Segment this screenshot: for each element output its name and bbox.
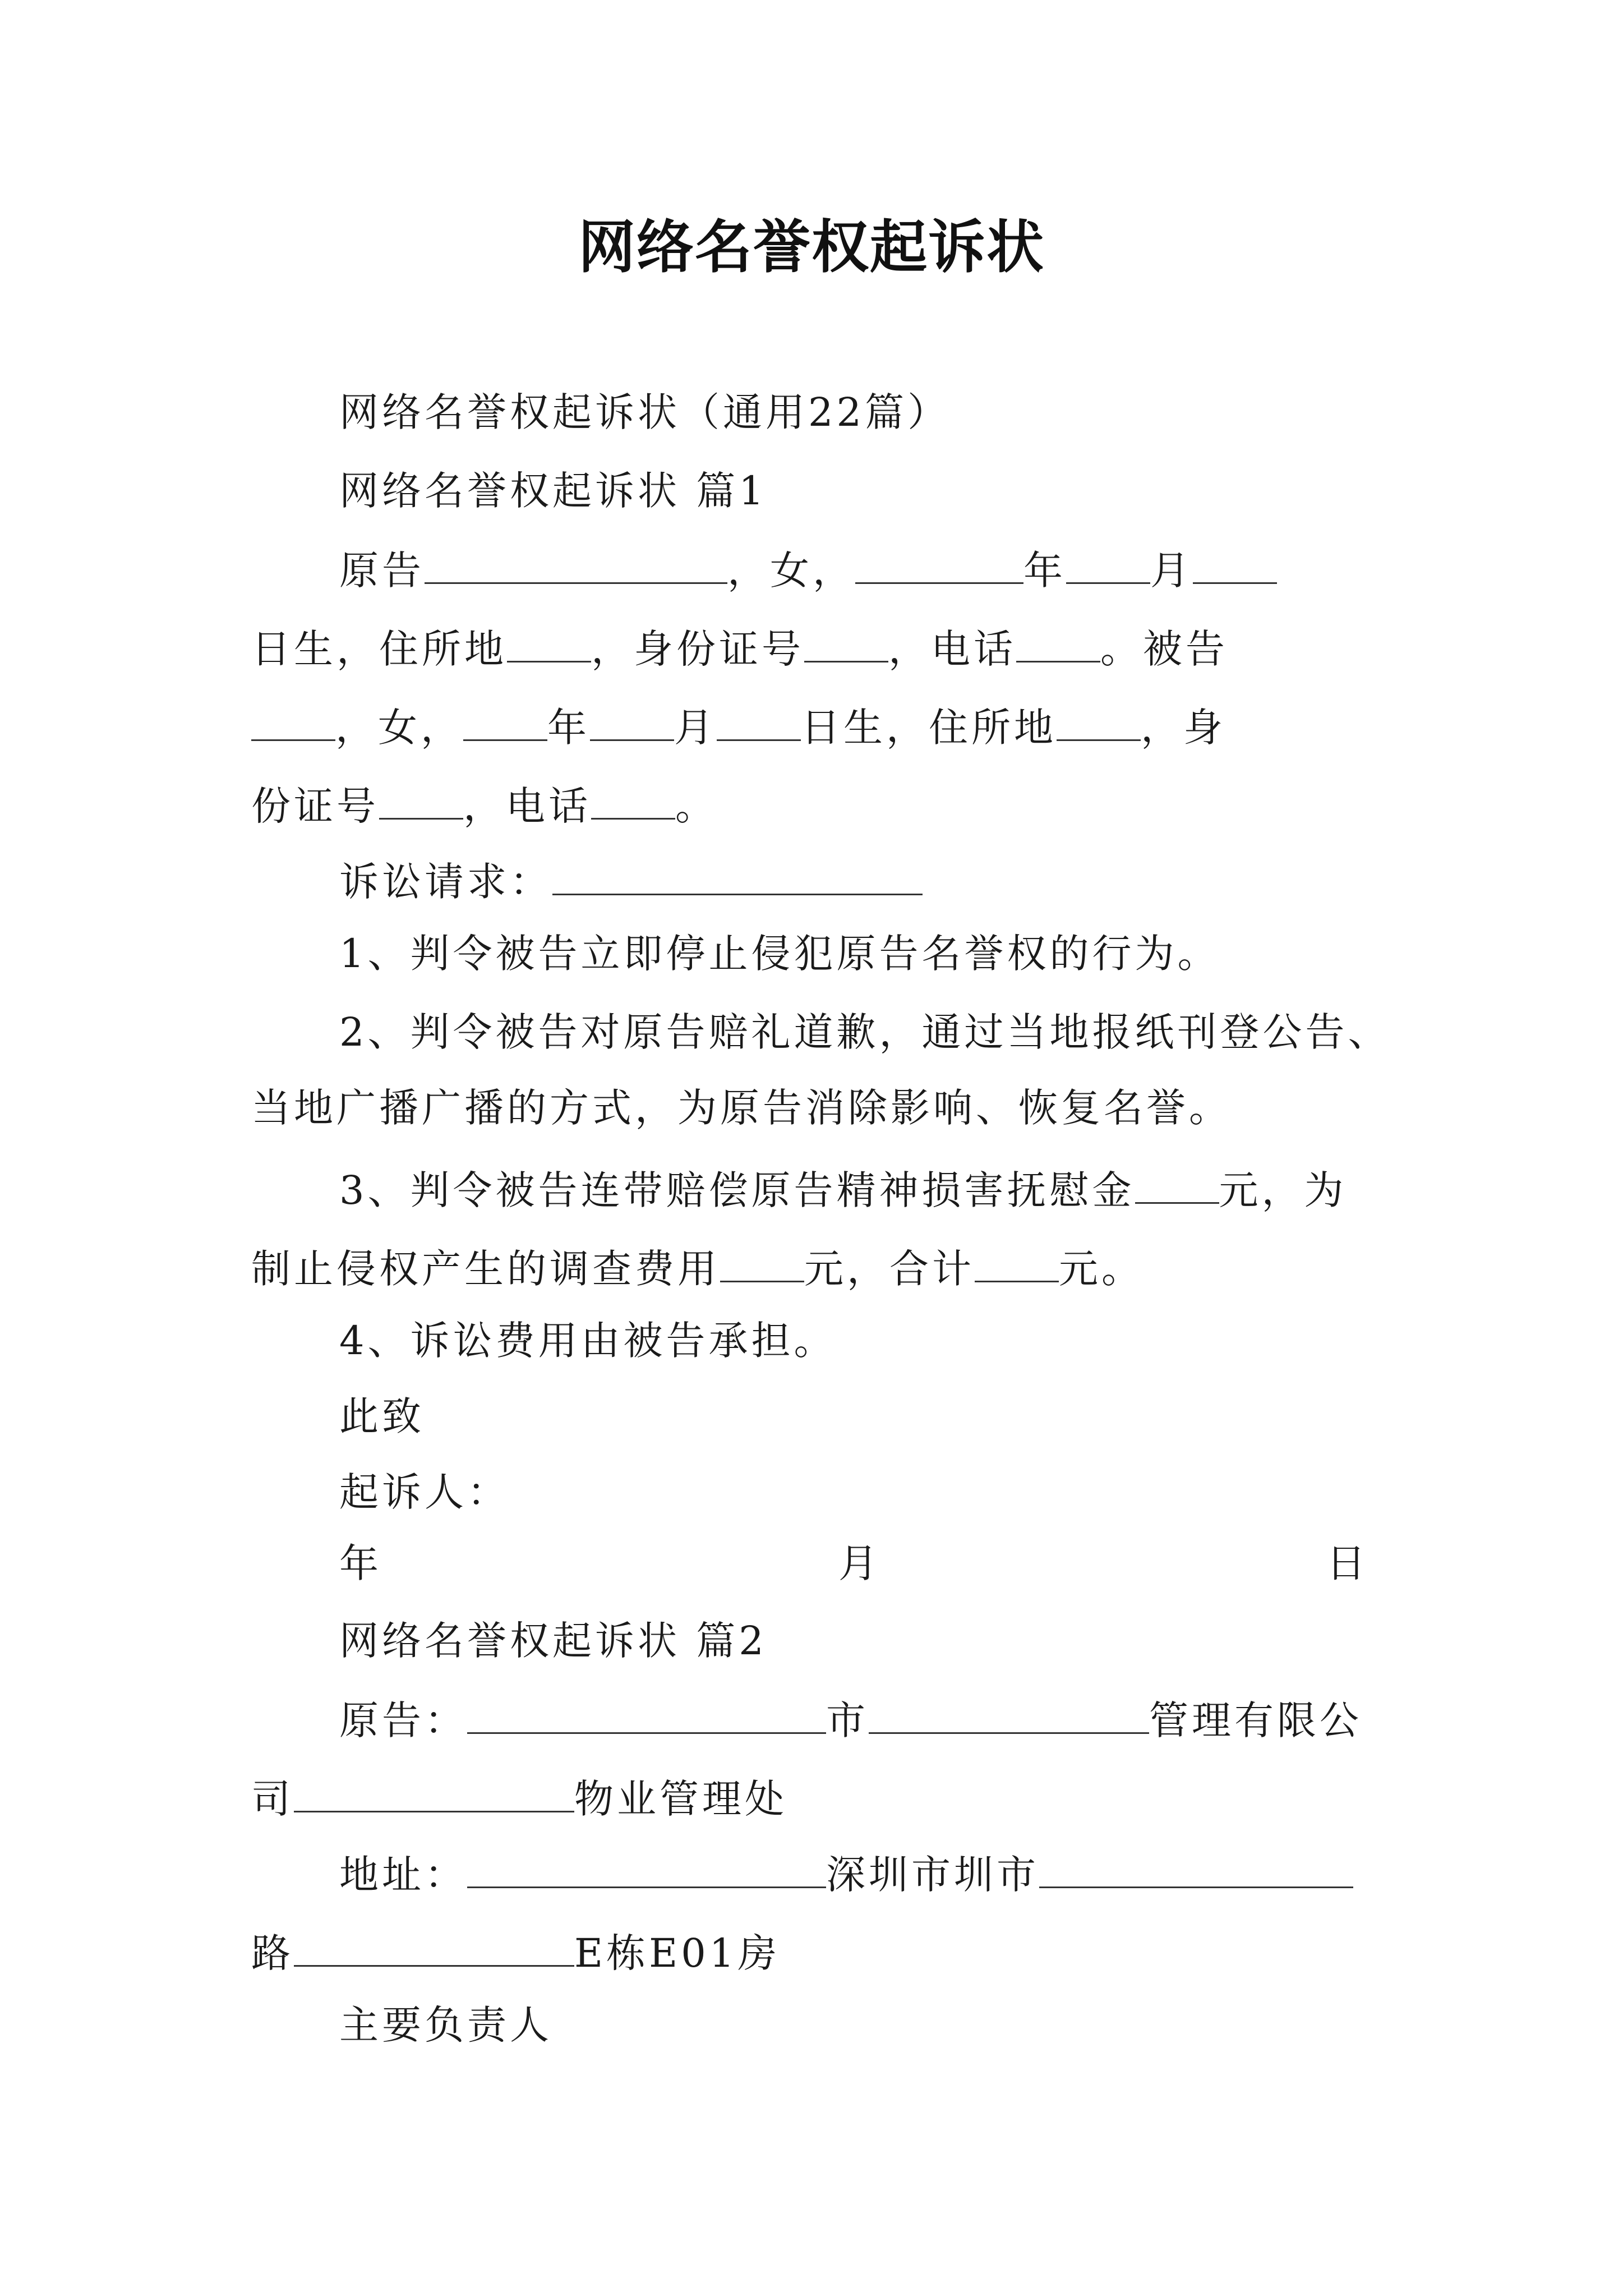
month-text: 月 [1150, 547, 1193, 593]
blank-field [804, 625, 888, 662]
s2-company-b: 司 [251, 1776, 294, 1822]
claim-2-line-1: 2、判令被告对原告赔礼道歉，通过当地报纸刊登公告、 [339, 1009, 1391, 1055]
claim-4: 4、诉讼费用由被告承担。 [339, 1318, 837, 1364]
blank-field [869, 1697, 1149, 1734]
blank-field [463, 704, 547, 741]
blank-field [1057, 704, 1141, 741]
s2-plaintiff-label: 原告： [339, 1697, 467, 1743]
claim3-text-2: 制止侵权产生的调查费用 [251, 1246, 720, 1292]
phone-text: ，电话 [888, 626, 1016, 672]
blank-field [1016, 625, 1100, 662]
defendant-text: 。被告 [1100, 626, 1228, 672]
blank-field [467, 1697, 826, 1734]
claims-line [339, 858, 923, 905]
section2-heading: 网络名誉权起诉状 篇2 [339, 1618, 767, 1664]
blank-field [591, 783, 675, 820]
blank-field [1039, 1851, 1353, 1888]
period-text: 。 [675, 783, 718, 829]
claim3-unit: 元，为 [1219, 1167, 1347, 1213]
s2-address-city: 深圳市圳市 [826, 1852, 1039, 1898]
claim-3-line-1 [339, 1167, 1347, 1213]
blank-field [251, 704, 335, 741]
year-text: 年 [1023, 547, 1066, 593]
defendant-line-1 [251, 704, 1226, 751]
blank-field [590, 704, 674, 741]
blank-field [467, 1851, 826, 1888]
claim-2-line-2: 当地广播广播的方式，为原告消除影响、恢复名誉。 [251, 1085, 1232, 1131]
blank-field [294, 1930, 574, 1967]
s2-address-line-1 [339, 1851, 1353, 1898]
blank-field [1066, 547, 1150, 584]
s2-road: 路 [251, 1930, 294, 1976]
plaintiff-line-2 [251, 625, 1228, 672]
blank-field [507, 625, 591, 662]
claims-label: 诉讼请求： [339, 859, 552, 905]
gender-text: ，女， [335, 705, 463, 751]
s2-city: 市 [826, 1697, 869, 1743]
s2-plaintiff-line-1 [339, 1697, 1362, 1743]
s2-plaintiff-line-2 [251, 1775, 787, 1822]
claim3-text: 3、判令被告连带赔偿原告精神损害抚慰金 [339, 1167, 1135, 1213]
document-title: 网络名誉权起诉状 [578, 214, 1045, 281]
claim3-total: 元，合计 [804, 1246, 975, 1292]
s2-company-a: 管理有限公 [1149, 1697, 1362, 1743]
claim-3-line-2 [251, 1245, 1144, 1292]
claim-1: 1、判令被告立即停止侵犯原告名誉权的行为。 [339, 931, 1220, 977]
blank-field [1135, 1167, 1219, 1204]
blank-field [425, 547, 727, 584]
s2-address-line-2 [251, 1930, 781, 1976]
section1-heading: 网络名誉权起诉状 篇1 [339, 468, 767, 514]
date-year: 年 [339, 1540, 379, 1586]
phone-text: ，电话 [463, 783, 591, 829]
closing-text: 此致 [339, 1393, 425, 1439]
s2-address-label: 地址： [339, 1852, 467, 1898]
day-born-text: 日生，住所地 [251, 626, 507, 672]
day-born-text: 日生，住所地 [801, 705, 1057, 751]
month-text: 月 [674, 705, 717, 751]
id-suffix: 份证号 [251, 783, 379, 829]
year-text: 年 [547, 705, 590, 751]
gender-text: ，女， [727, 547, 855, 593]
blank-field [294, 1775, 574, 1812]
defendant-line-2 [251, 783, 718, 829]
id-prefix: ，身 [1141, 705, 1226, 751]
s2-room: E栋E01房 [574, 1930, 781, 1976]
date-month: 月 [838, 1540, 878, 1586]
subtitle: 网络名誉权起诉状（通用22篇） [339, 389, 951, 435]
claim3-end: 元。 [1059, 1246, 1144, 1292]
blank-field [855, 547, 1023, 584]
signer-label: 起诉人： [339, 1469, 510, 1515]
date-day: 日 [1326, 1540, 1366, 1586]
blank-field [717, 704, 801, 741]
blank-field [1193, 547, 1277, 584]
blank-field [552, 858, 923, 895]
s2-principal: 主要负责人 [339, 2002, 552, 2048]
plaintiff-label: 原告 [339, 547, 425, 593]
s2-office: 物业管理处 [574, 1776, 787, 1822]
id-text: ，身份证号 [591, 626, 804, 672]
blank-field [720, 1245, 804, 1282]
plaintiff-line-1 [339, 547, 1277, 593]
blank-field [975, 1245, 1059, 1282]
blank-field [379, 783, 463, 820]
